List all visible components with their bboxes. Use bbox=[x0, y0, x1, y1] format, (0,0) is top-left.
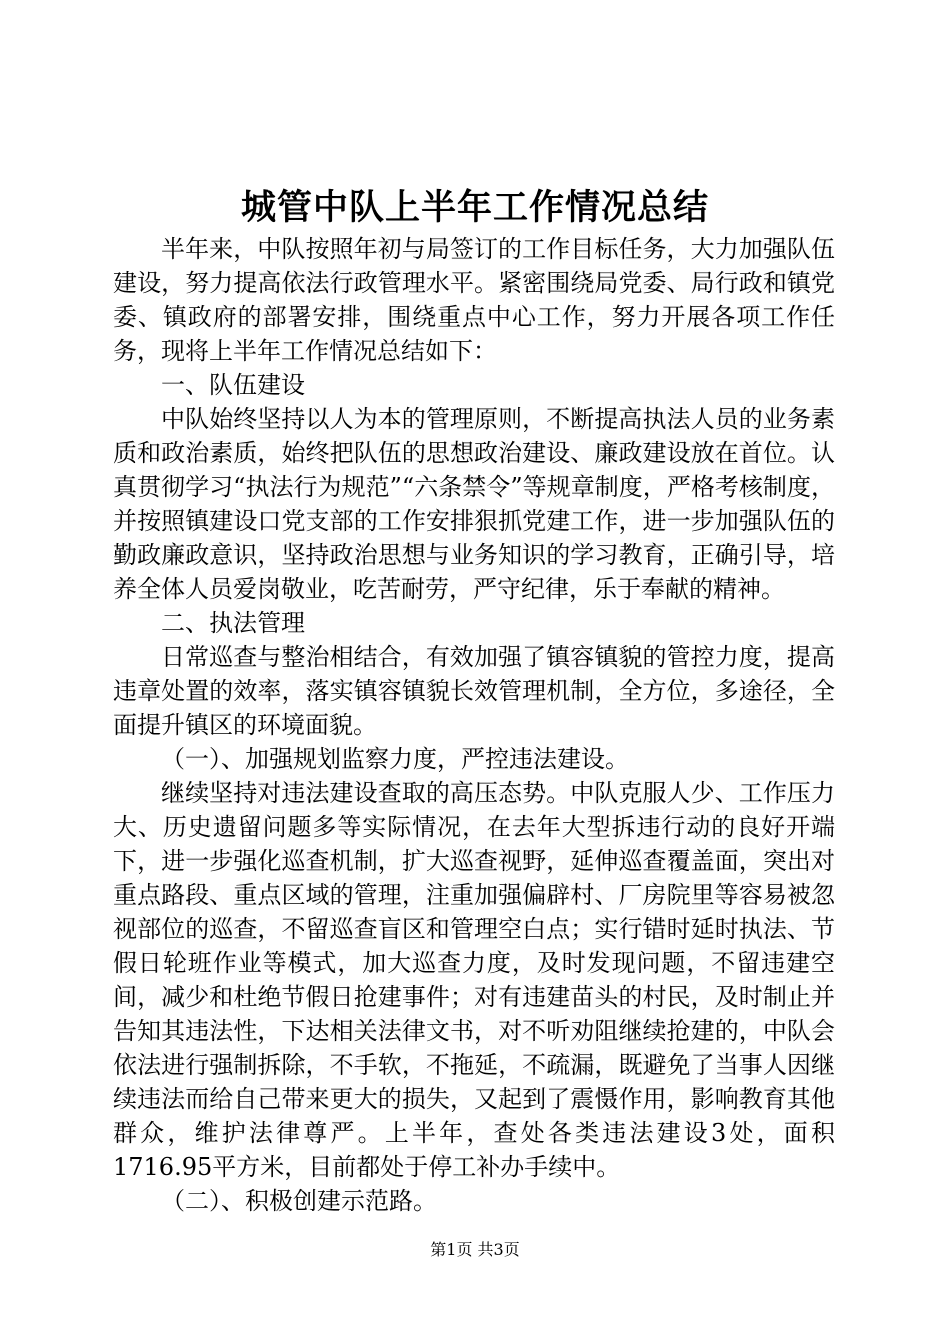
planning-supervision-paragraph: 继续坚持对违法建设查取的高压态势。中队克服人少、工作压力大、历史遗留问题多等实际情况，在去年大型拆违行动的良好开端下，进一步强化巡查机制，扩大巡查视野，延伸巡查覆盖面，突出对重点路段、重点区域的管理，注重加强偏辟村、厂房院里等容易被忽视部位的巡查，不留巡查盲区和管理空白点；实行错时延时执法、节假日轮班作业等模式，加大巡查力度，及时发现问题，不留违建空间，减少和杜绝节假日抢建事件；对有违建苗头的村民，及时制止并告知其违法性，下达相关法律文书，对不听劝阻继续抢建的，中队会依法进行强制拆除，不手软，不拖延，不疏漏，既避免了当事人因继续违法而给自己带来更大的损失，又起到了震慑作用，影响教育其他群众，维护法律尊严。上半年，查处各类违法建设3处，面积1716.95平方米，目前都处于停工补办手续中。 bbox=[113, 779, 835, 1181]
team-building-paragraph: 中队始终坚持以人为本的管理原则，不断提高执法人员的业务素质和政治素质，始终把队伍的思想政治建设、廉政建设放在首位。认真贯彻学习“执法行为规范”“六条禁令”等规章制度，严格考核制度，并按照镇建设口党支部的工作安排狠抓党建工作，进一步加强队伍的勤政廉政意识，坚持政治思想与业务知识的学习教育，正确引导，培养全体人员爱岗敬业，吃苦耐劳，严守纪律，乐于奉献的精神。 bbox=[113, 405, 835, 603]
intro-paragraph: 半年来，中队按照年初与局签订的工作目标任务，大力加强队伍建设，努力提高依法行政管理水平。紧密围绕局党委、局行政和镇党委、镇政府的部署安排，围绕重点中心工作，努力开展各项工作任务，现将上半年工作情况总结如下： bbox=[113, 235, 835, 365]
document-body bbox=[113, 232, 835, 1218]
document-title: 城管中队上半年工作情况总结 bbox=[240, 188, 709, 228]
subsection-heading-planning-supervision: （一）、加强规划监察力度，严控违法建设。 bbox=[161, 745, 629, 773]
subsection-heading-demonstration-road: （二）、积极创建示范路。 bbox=[161, 1187, 437, 1215]
law-enforcement-paragraph: 日常巡查与整治相结合，有效加强了镇容镇貌的管控力度，提高违章处置的效率，落实镇容镇貌长效管理机制，全方位，多途径，全面提升镇区的环境面貌。 bbox=[113, 643, 835, 739]
section-heading-team-building: 一、队伍建设 bbox=[161, 371, 305, 399]
section-heading-law-enforcement: 二、执法管理 bbox=[161, 609, 305, 637]
page-footer: 第1页 共3页 bbox=[430, 1240, 520, 1259]
